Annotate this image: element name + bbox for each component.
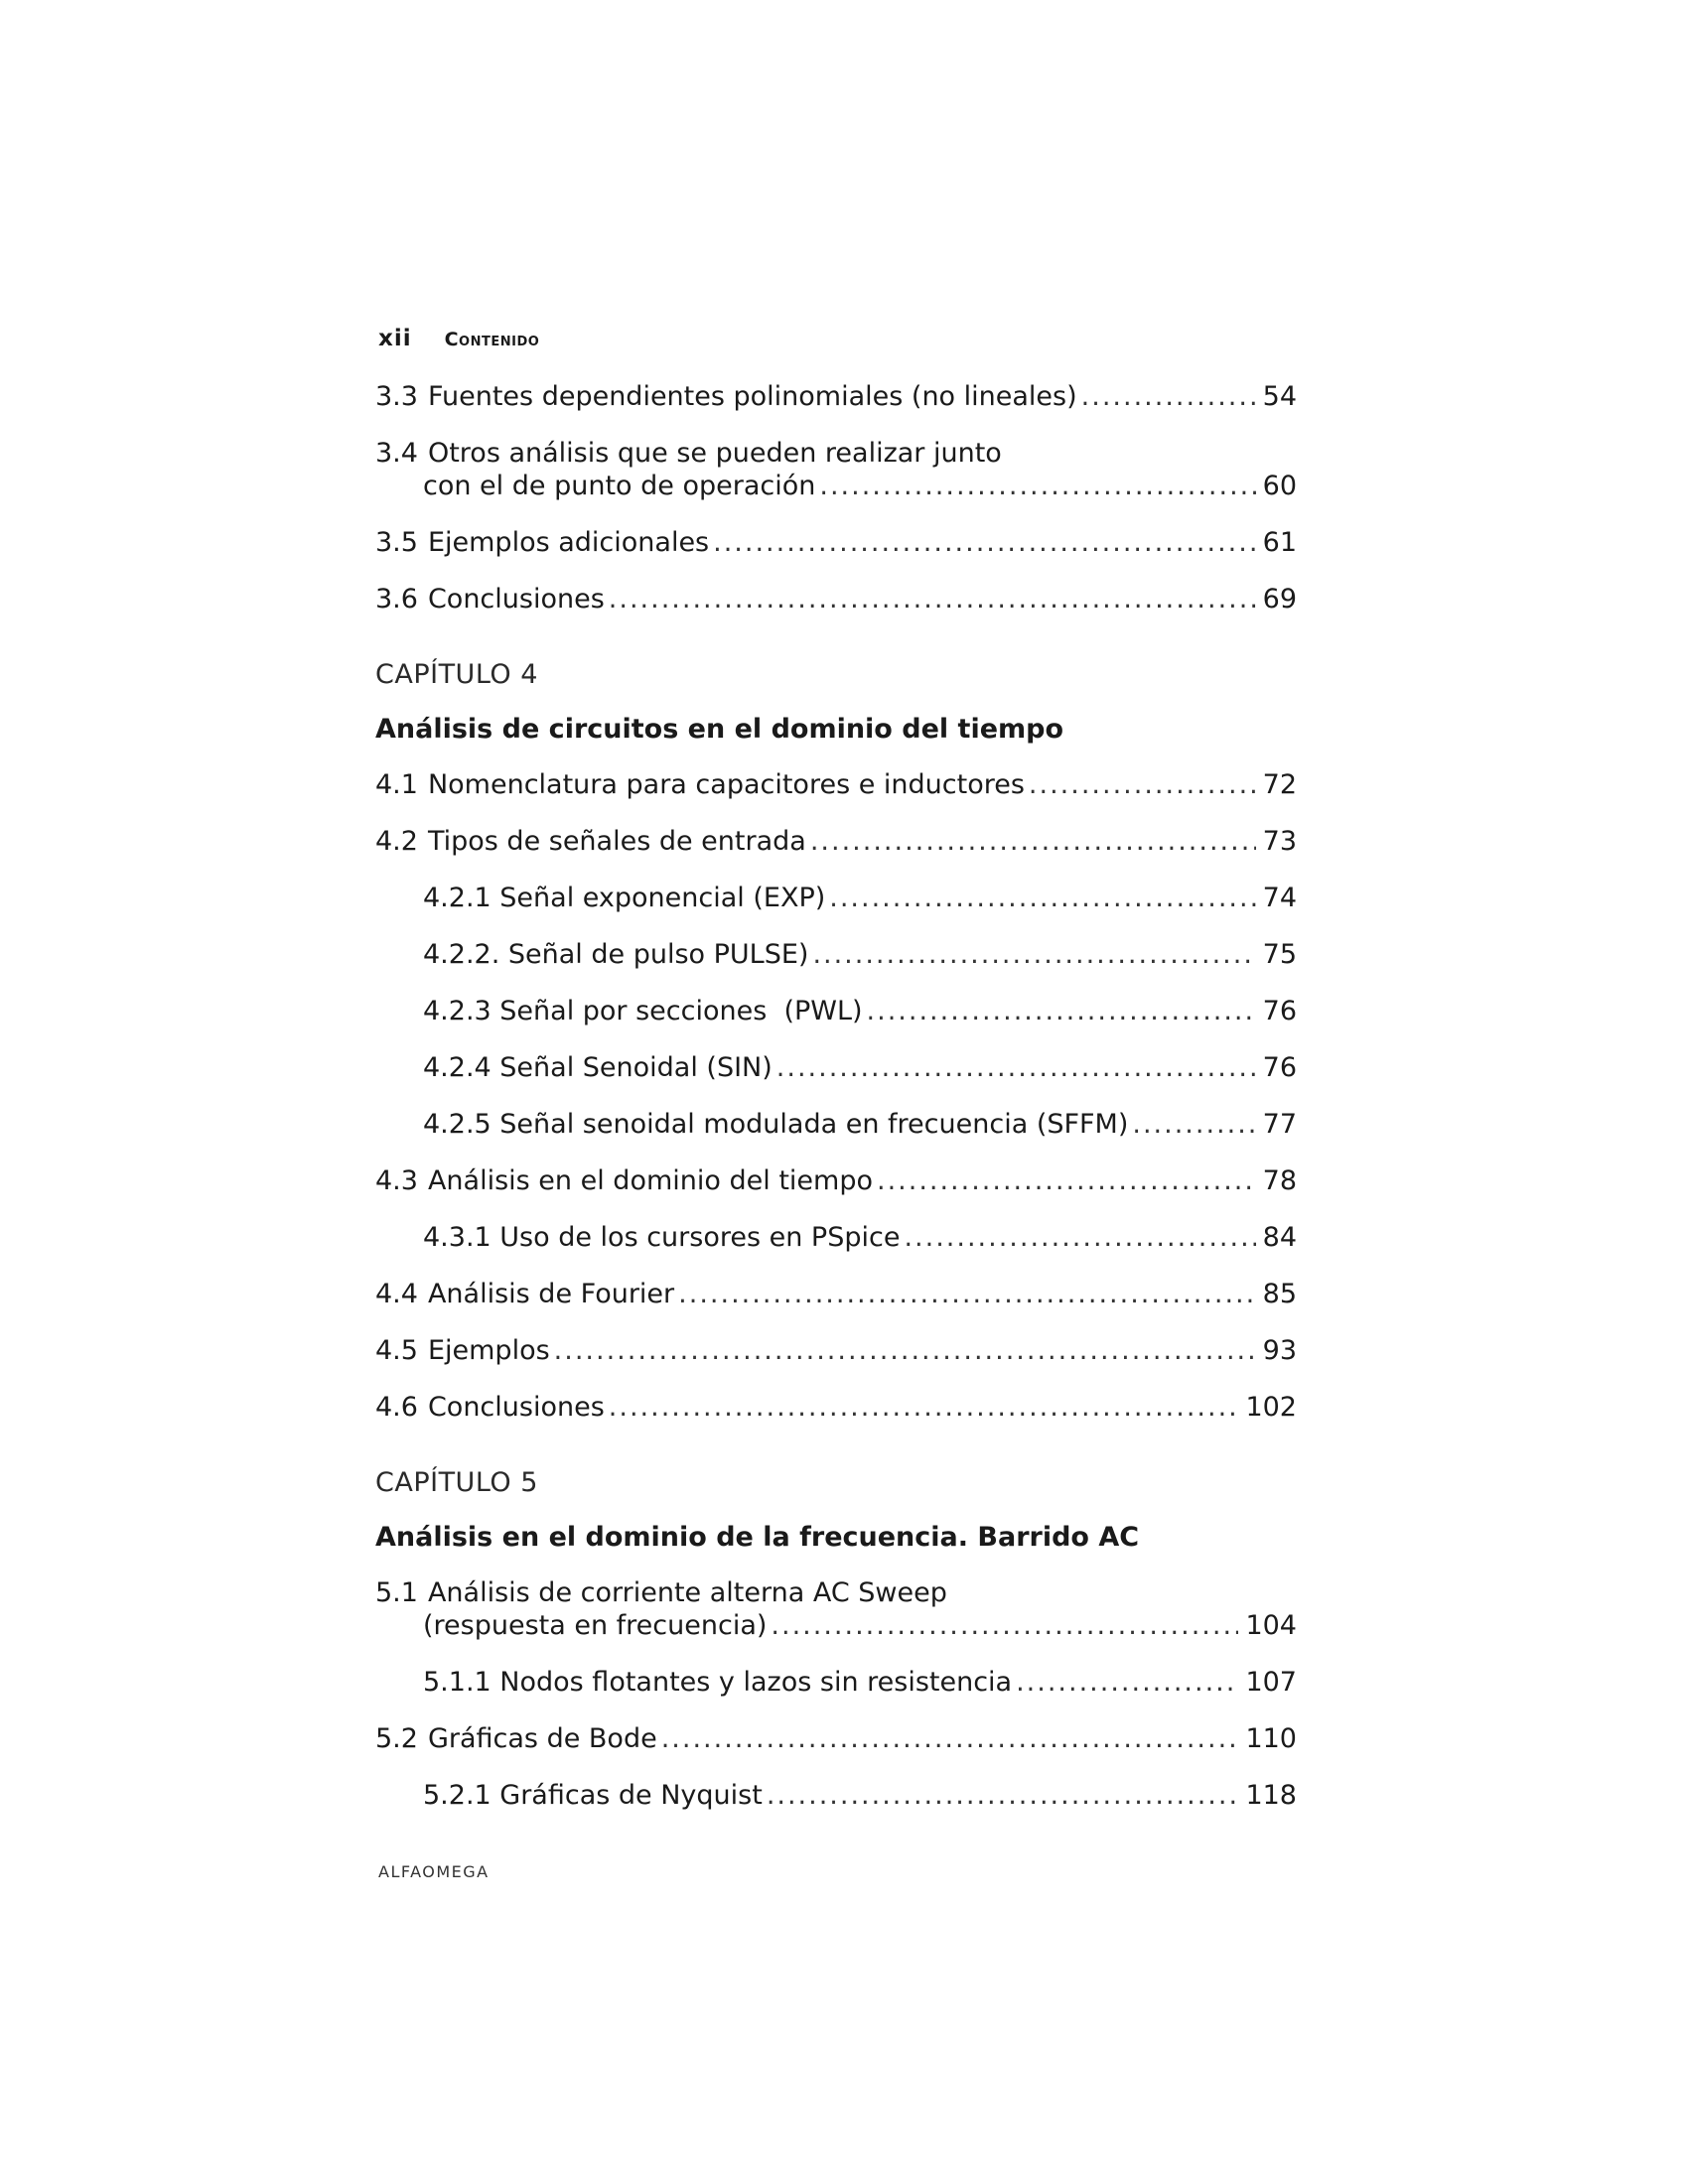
dot-leader bbox=[661, 1722, 1239, 1755]
entry-title: Ejemplos adicionales bbox=[427, 527, 710, 558]
entry-title: Conclusiones bbox=[427, 584, 605, 614]
chapter-label: CAPÍTULO 5 bbox=[375, 1467, 538, 1498]
entry-page: 72 bbox=[1262, 769, 1297, 800]
entry-page: 85 bbox=[1262, 1279, 1297, 1309]
entry-number: 3.5 bbox=[375, 527, 418, 558]
dot-leader bbox=[1081, 380, 1256, 413]
toc-entry-5-2-1[interactable] bbox=[375, 1779, 1297, 1812]
entry-number: 4.1 bbox=[375, 769, 418, 800]
entry-number: 5.2 bbox=[375, 1723, 418, 1754]
toc-entry-4-3[interactable] bbox=[375, 1164, 1297, 1197]
dot-leader bbox=[771, 1609, 1238, 1642]
entry-page: 75 bbox=[1262, 939, 1297, 970]
toc-entry-4-2-1[interactable] bbox=[375, 882, 1297, 914]
dot-leader bbox=[877, 1164, 1256, 1197]
entry-title: 5.2.1 Gráficas de Nyquist bbox=[423, 1780, 763, 1811]
dot-leader bbox=[829, 882, 1255, 914]
toc-entry-4-2-5[interactable] bbox=[375, 1108, 1297, 1141]
entry-page: 84 bbox=[1262, 1222, 1297, 1253]
dot-leader bbox=[776, 1051, 1256, 1084]
entry-title: 4.3.1 Uso de los cursores en PSpice bbox=[423, 1222, 901, 1253]
entry-number: 5.1 bbox=[375, 1577, 418, 1608]
entry-page: 76 bbox=[1262, 1052, 1297, 1083]
page-folio: xii bbox=[378, 326, 412, 351]
toc-entry-3-5[interactable] bbox=[375, 526, 1297, 559]
toc-entry-4-2-2[interactable] bbox=[375, 938, 1297, 971]
toc-entry-3-3[interactable] bbox=[375, 380, 1297, 413]
entry-title: Nomenclatura para capacitores e inductores bbox=[427, 769, 1025, 800]
entry-title: 5.1.1 Nodos flotantes y lazos sin resistencia bbox=[423, 1667, 1013, 1698]
entry-page: 93 bbox=[1262, 1335, 1297, 1366]
entry-page: 54 bbox=[1262, 381, 1297, 412]
toc-entry-4-2[interactable] bbox=[375, 825, 1297, 858]
toc-entry-3-4[interactable] bbox=[375, 437, 1297, 502]
publisher-footer: ALFAOMEGA bbox=[378, 1862, 490, 1881]
toc-entry-5-1[interactable] bbox=[375, 1576, 1297, 1642]
entry-number: 4.4 bbox=[375, 1279, 418, 1309]
entry-title: Análisis de Fourier bbox=[427, 1279, 675, 1309]
entry-title: 4.2.4 Señal Senoidal (SIN) bbox=[423, 1052, 773, 1083]
entry-title-line1: Otros análisis que se pueden realizar junto bbox=[427, 438, 1002, 469]
dot-leader bbox=[678, 1278, 1255, 1310]
entry-page: 60 bbox=[1262, 471, 1297, 501]
entry-page: 61 bbox=[1262, 527, 1297, 558]
entry-page: 104 bbox=[1245, 1610, 1297, 1641]
entry-title-line2: con el de punto de operación bbox=[423, 471, 816, 501]
entry-number: 4.6 bbox=[375, 1392, 418, 1423]
entry-number: 4.3 bbox=[375, 1165, 418, 1196]
toc-entry-4-1[interactable] bbox=[375, 768, 1297, 801]
dot-leader bbox=[1132, 1108, 1255, 1141]
dot-leader bbox=[819, 470, 1255, 502]
dot-leader bbox=[554, 1334, 1256, 1367]
table-of-contents bbox=[375, 380, 1297, 1836]
toc-entry-4-5[interactable] bbox=[375, 1334, 1297, 1367]
toc-entry-4-2-4[interactable] bbox=[375, 1051, 1297, 1084]
entry-title-line1: Análisis de corriente alterna AC Sweep bbox=[427, 1577, 947, 1608]
entry-number: 3.4 bbox=[375, 438, 418, 469]
toc-entry-4-2-3[interactable] bbox=[375, 995, 1297, 1027]
dot-leader bbox=[810, 825, 1256, 858]
entry-title: Análisis en el dominio del tiempo bbox=[427, 1165, 873, 1196]
entry-title: Conclusiones bbox=[427, 1392, 605, 1423]
entry-title-line2: (respuesta en frecuencia) bbox=[423, 1610, 768, 1641]
toc-entry-3-6[interactable] bbox=[375, 583, 1297, 615]
entry-page: 76 bbox=[1262, 996, 1297, 1026]
entry-number: 4.5 bbox=[375, 1335, 418, 1366]
entry-title: 4.2.3 Señal por secciones (PWL) bbox=[423, 996, 863, 1026]
chapter-label: CAPÍTULO 4 bbox=[375, 659, 538, 690]
toc-entry-5-1-1[interactable] bbox=[375, 1666, 1297, 1699]
dot-leader bbox=[1016, 1666, 1238, 1699]
entry-title: Tipos de señales de entrada bbox=[427, 826, 806, 857]
entry-page: 69 bbox=[1262, 584, 1297, 614]
entry-title: Gráficas de Bode bbox=[427, 1723, 657, 1754]
entry-page: 74 bbox=[1262, 883, 1297, 913]
entry-title: 4.2.2. Señal de pulso PULSE) bbox=[423, 939, 809, 970]
toc-entry-4-4[interactable] bbox=[375, 1278, 1297, 1310]
dot-leader bbox=[812, 938, 1255, 971]
entry-title: Fuentes dependientes polinomiales (no lineales) bbox=[427, 381, 1077, 412]
dot-leader bbox=[713, 526, 1256, 559]
entry-title: 4.2.1 Señal exponencial (EXP) bbox=[423, 883, 826, 913]
entry-page: 110 bbox=[1245, 1723, 1297, 1754]
dot-leader bbox=[767, 1779, 1239, 1812]
entry-page: 73 bbox=[1262, 826, 1297, 857]
entry-page: 77 bbox=[1262, 1109, 1297, 1140]
entry-page: 107 bbox=[1245, 1667, 1297, 1698]
entry-number: 3.6 bbox=[375, 584, 418, 614]
chapter-title[interactable]: Análisis en el dominio de la frecuencia. Barrido AC bbox=[375, 1522, 1140, 1553]
dot-leader bbox=[1029, 768, 1256, 801]
entry-page: 78 bbox=[1262, 1165, 1297, 1196]
dot-leader bbox=[904, 1221, 1255, 1254]
dot-leader bbox=[609, 583, 1256, 615]
entry-number: 4.2 bbox=[375, 826, 418, 857]
chapter-title[interactable]: Análisis de circuitos en el dominio del tiempo bbox=[375, 714, 1064, 745]
entry-title: 4.2.5 Señal senoidal modulada en frecuencia (SFFM) bbox=[423, 1109, 1129, 1140]
dot-leader bbox=[609, 1391, 1239, 1424]
toc-entry-5-2[interactable] bbox=[375, 1722, 1297, 1755]
toc-entry-4-6[interactable] bbox=[375, 1391, 1297, 1424]
entry-page: 118 bbox=[1245, 1780, 1297, 1811]
toc-entry-4-3-1[interactable] bbox=[375, 1221, 1297, 1254]
entry-number: 3.3 bbox=[375, 381, 418, 412]
entry-title: Ejemplos bbox=[427, 1335, 550, 1366]
dot-leader bbox=[867, 995, 1256, 1027]
section-name: Contenido bbox=[444, 329, 540, 350]
running-head bbox=[378, 326, 539, 351]
entry-page: 102 bbox=[1245, 1392, 1297, 1423]
